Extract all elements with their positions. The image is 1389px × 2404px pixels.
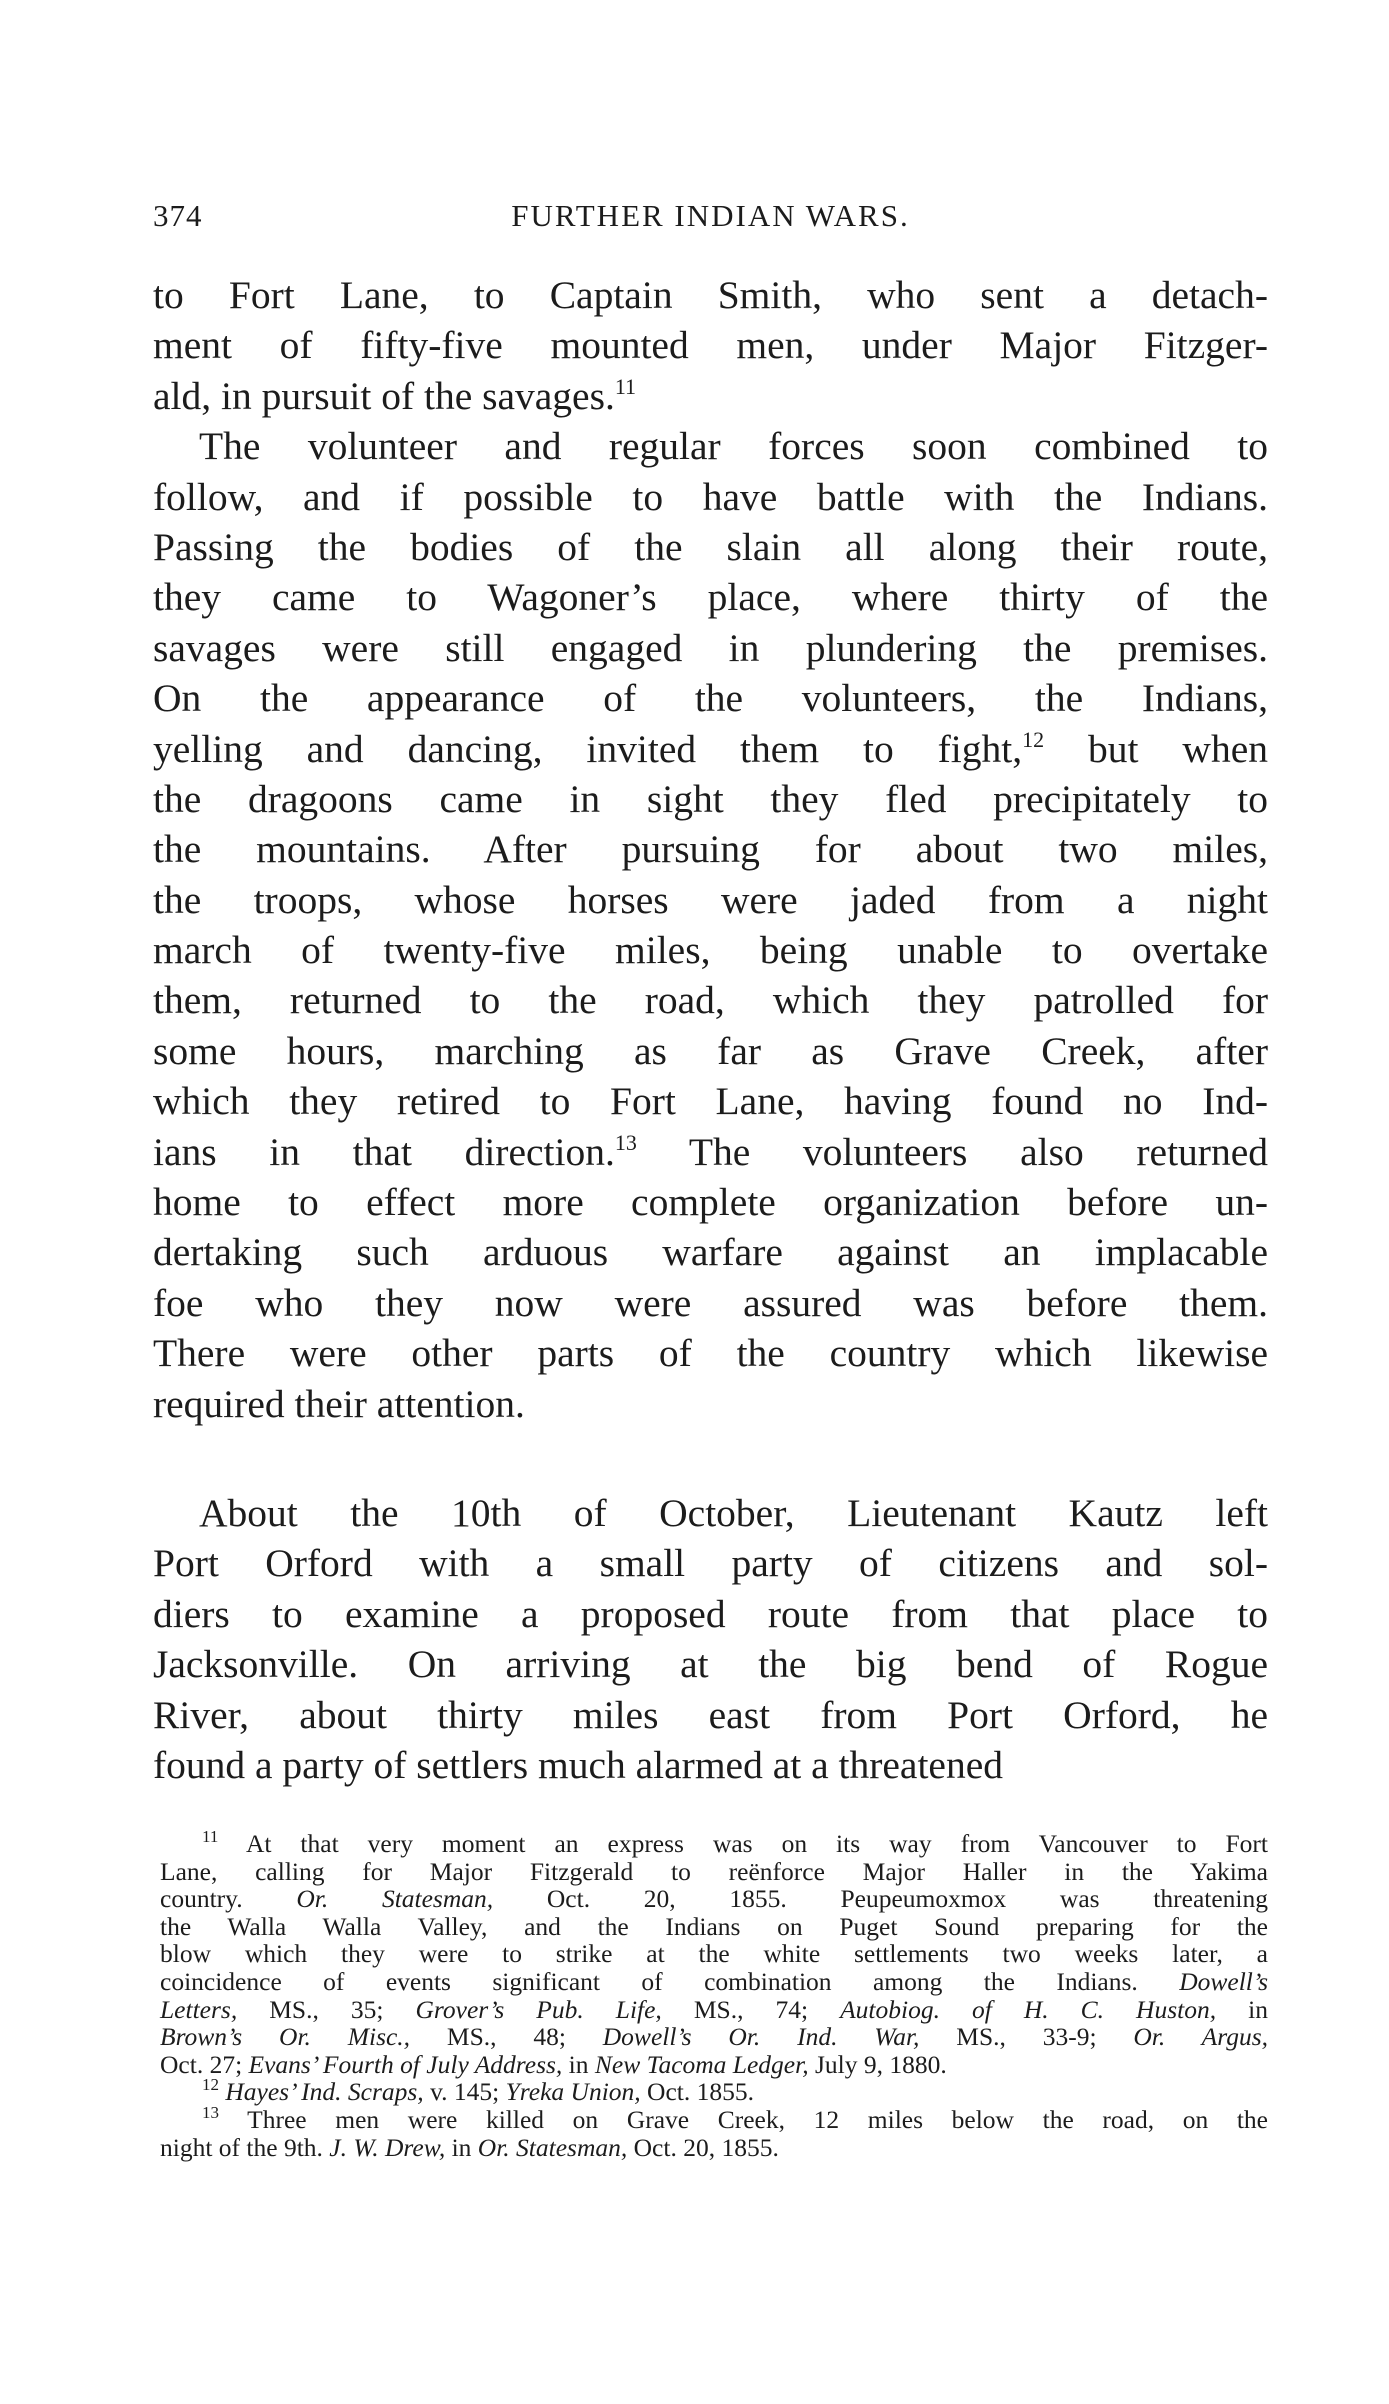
text-run: Passing the bodies of the slain all along their route, <box>153 524 1268 569</box>
paragraph <box>153 270 1268 421</box>
text-run: Oct. 20, 1855. <box>627 2132 779 2162</box>
footnote <box>160 1827 1268 2079</box>
text-line <box>153 1538 1268 1588</box>
text-run: but when <box>1044 726 1268 771</box>
text-line <box>153 1227 1268 1277</box>
text-run: the troops, whose horses were jaded from a night <box>153 877 1268 922</box>
text-run: At that very moment an express was on its way from Vancouver to Fort <box>218 1829 1268 1858</box>
text-run: ians in that direction. <box>153 1129 615 1174</box>
text-line <box>153 975 1268 1025</box>
page-number: 374 <box>153 198 203 233</box>
italic-citation: J. W. Drew, <box>329 2132 446 2162</box>
text-run: the mountains. After pursuing for about two miles, <box>153 827 1268 872</box>
text-line <box>153 1127 1268 1177</box>
text-line <box>153 1328 1268 1378</box>
italic-citation: Or. Statesman, <box>296 1884 494 1914</box>
text-run: in <box>445 2132 478 2162</box>
text-line <box>153 1026 1268 1076</box>
text-run: Oct. 27; <box>160 2049 249 2079</box>
italic-citation: Brown’s Or. Misc., <box>160 2022 411 2052</box>
text-run: MS., 74; <box>661 1994 841 2024</box>
text-line <box>153 1639 1268 1689</box>
text-run: country. <box>160 1884 297 1914</box>
text-line <box>153 824 1268 874</box>
footnote-line <box>160 2023 1268 2051</box>
text-run: MS., 33-9; <box>919 2022 1134 2052</box>
text-run: Oct. 1855. <box>640 2077 754 2107</box>
footnote-reference: 12 <box>1022 726 1045 752</box>
text-run: diers to examine a proposed route from that place to <box>153 1591 1268 1636</box>
text-run: follow, and if possible to have battle with the Indians. <box>153 474 1268 519</box>
footnote-number: 12 <box>202 2075 219 2095</box>
text-line <box>153 1076 1268 1126</box>
text-run: On the appearance of the volunteers, the Indians, <box>153 676 1268 721</box>
footnote-line <box>160 1913 1268 1941</box>
text-line <box>153 1740 1268 1790</box>
footnote-line <box>160 1827 1268 1858</box>
footnote-line <box>160 2134 1268 2162</box>
italic-citation: New Tacoma Ledger, <box>594 2049 809 2079</box>
footnote <box>160 2102 1268 2162</box>
italic-citation: Yreka Union, <box>505 2077 641 2107</box>
text-run: v. 145; <box>423 2077 506 2107</box>
footnote-line <box>160 2102 1268 2134</box>
text-line <box>153 1488 1268 1538</box>
text-run: ment of fifty-five mounted men, under Major Fitzger- <box>153 323 1268 368</box>
text-run: savages were still engaged in plundering the premises. <box>153 625 1268 670</box>
text-line <box>153 774 1268 824</box>
text-run: the Walla Walla Valley, and the Indians on Puget Sound preparing for the <box>160 1911 1268 1941</box>
text-run: River, about thirty miles east from Port Orford, he <box>153 1692 1268 1737</box>
text-line <box>153 623 1268 673</box>
text-run: march of twenty-five miles, being unable to overtake <box>153 928 1268 973</box>
text-line <box>153 320 1268 370</box>
text-run: dertaking such arduous warfare against an implacable <box>153 1230 1268 1275</box>
text-run: The volunteer and regular forces soon combined to <box>199 424 1268 469</box>
text-run: Port Orford with a small party of citizens and sol- <box>153 1541 1268 1586</box>
text-run: which they retired to Fort Lane, having found no Ind- <box>153 1079 1268 1124</box>
text-run: they came to Wagoner’s place, where thirty of the <box>153 575 1268 620</box>
italic-citation: Dowell’s Or. Ind. War, <box>602 2022 920 2052</box>
footnote-number: 11 <box>202 1827 219 1846</box>
text-line <box>153 925 1268 975</box>
text-run: Jacksonville. On arriving at the big bend of Rogue <box>153 1642 1268 1687</box>
footnote-line <box>160 1940 1268 1968</box>
footnote-line <box>160 2075 1268 2107</box>
text-line <box>153 673 1268 723</box>
text-run: night of the 9th. <box>160 2132 330 2162</box>
footnote-reference: 13 <box>614 1129 637 1155</box>
text-run: home to effect more complete organization before un- <box>153 1180 1268 1225</box>
text-run: some hours, marching as far as Grave Creek, after <box>153 1028 1268 1073</box>
paragraph <box>153 421 1268 1429</box>
text-run: found a party of settlers much alarmed at a threatened <box>153 1742 1003 1787</box>
text-line <box>153 1589 1268 1639</box>
footnote <box>160 2075 1268 2107</box>
footnote-number: 13 <box>202 2102 219 2122</box>
text-run: MS., 48; <box>410 2022 603 2052</box>
text-run: foe who they now were assured was before them. <box>153 1280 1268 1325</box>
text-line <box>153 1690 1268 1740</box>
italic-citation: Evans’ Fourth of July Address, <box>248 2049 563 2079</box>
text-line <box>153 1379 1268 1429</box>
text-run: in <box>1216 1994 1268 2024</box>
text-run: About the 10th of October, Lieutenant Kautz left <box>199 1490 1268 1535</box>
footnote-reference: 11 <box>614 373 637 399</box>
text-run: to Fort Lane, to Captain Smith, who sent a detach- <box>153 273 1268 317</box>
italic-citation: Or. Statesman, <box>477 2132 628 2162</box>
footnote-line <box>160 2051 1268 2079</box>
footnote-line <box>160 1968 1268 1996</box>
text-line <box>153 522 1268 572</box>
text-run: coincidence of events significant of combination among the Indians. <box>160 1966 1180 1996</box>
text-line <box>153 472 1268 522</box>
body-text <box>153 270 1268 1790</box>
italic-citation: Hayes’ Ind. Scraps, <box>225 2077 424 2107</box>
italic-citation: Letters, <box>160 1994 238 2024</box>
text-run: yelling and dancing, invited them to fight, <box>153 726 1023 771</box>
text-run: July 9, 1880. <box>808 2049 947 2079</box>
italic-citation: Grover’s Pub. Life, <box>415 1994 662 2024</box>
italic-citation: Autobiog. of H. C. Huston, <box>840 1994 1217 2024</box>
text-run: required their attention. <box>153 1381 525 1426</box>
text-run: blow which they were to strike at the white settlements two weeks later, a <box>160 1939 1268 1969</box>
footnotes <box>160 1827 1268 2162</box>
italic-citation: Dowell’s <box>1179 1966 1268 1996</box>
text-line <box>153 572 1268 622</box>
text-line <box>153 724 1268 774</box>
text-line <box>153 1278 1268 1328</box>
footnote-line <box>160 1885 1268 1913</box>
text-run: in <box>562 2049 595 2079</box>
text-line <box>153 1177 1268 1227</box>
text-line <box>153 421 1268 471</box>
text-run: Oct. 20, 1855. Peupeumoxmox was threatening <box>493 1884 1268 1914</box>
text-run: MS., 35; <box>237 1994 416 2024</box>
paragraph-gap <box>153 1429 1268 1488</box>
text-run: the dragoons came in sight they fled precipitately to <box>153 776 1268 821</box>
text-line <box>153 875 1268 925</box>
text-run: There were other parts of the country which likewise <box>153 1331 1268 1376</box>
footnote-line <box>160 1996 1268 2024</box>
text-run: them, returned to the road, which they patrolled for <box>153 978 1268 1023</box>
text-run: ald, in pursuit of the savages. <box>153 373 615 418</box>
paragraph <box>153 1488 1268 1790</box>
text-run: Three men were killed on Grave Creek, 12 miles below the road, on the <box>219 2104 1268 2134</box>
italic-citation: Or. Argus, <box>1133 2022 1268 2052</box>
text-line <box>153 270 1268 320</box>
text-run: Lane, calling for Major Fitzgerald to reënforce Major Haller in the Yakima <box>160 1856 1268 1886</box>
page-header <box>153 198 1268 238</box>
text-line <box>153 371 1268 421</box>
running-head: FURTHER INDIAN WARS. <box>511 198 910 233</box>
footnote-line <box>160 1858 1268 1886</box>
text-run: The volunteers also returned <box>636 1129 1268 1174</box>
